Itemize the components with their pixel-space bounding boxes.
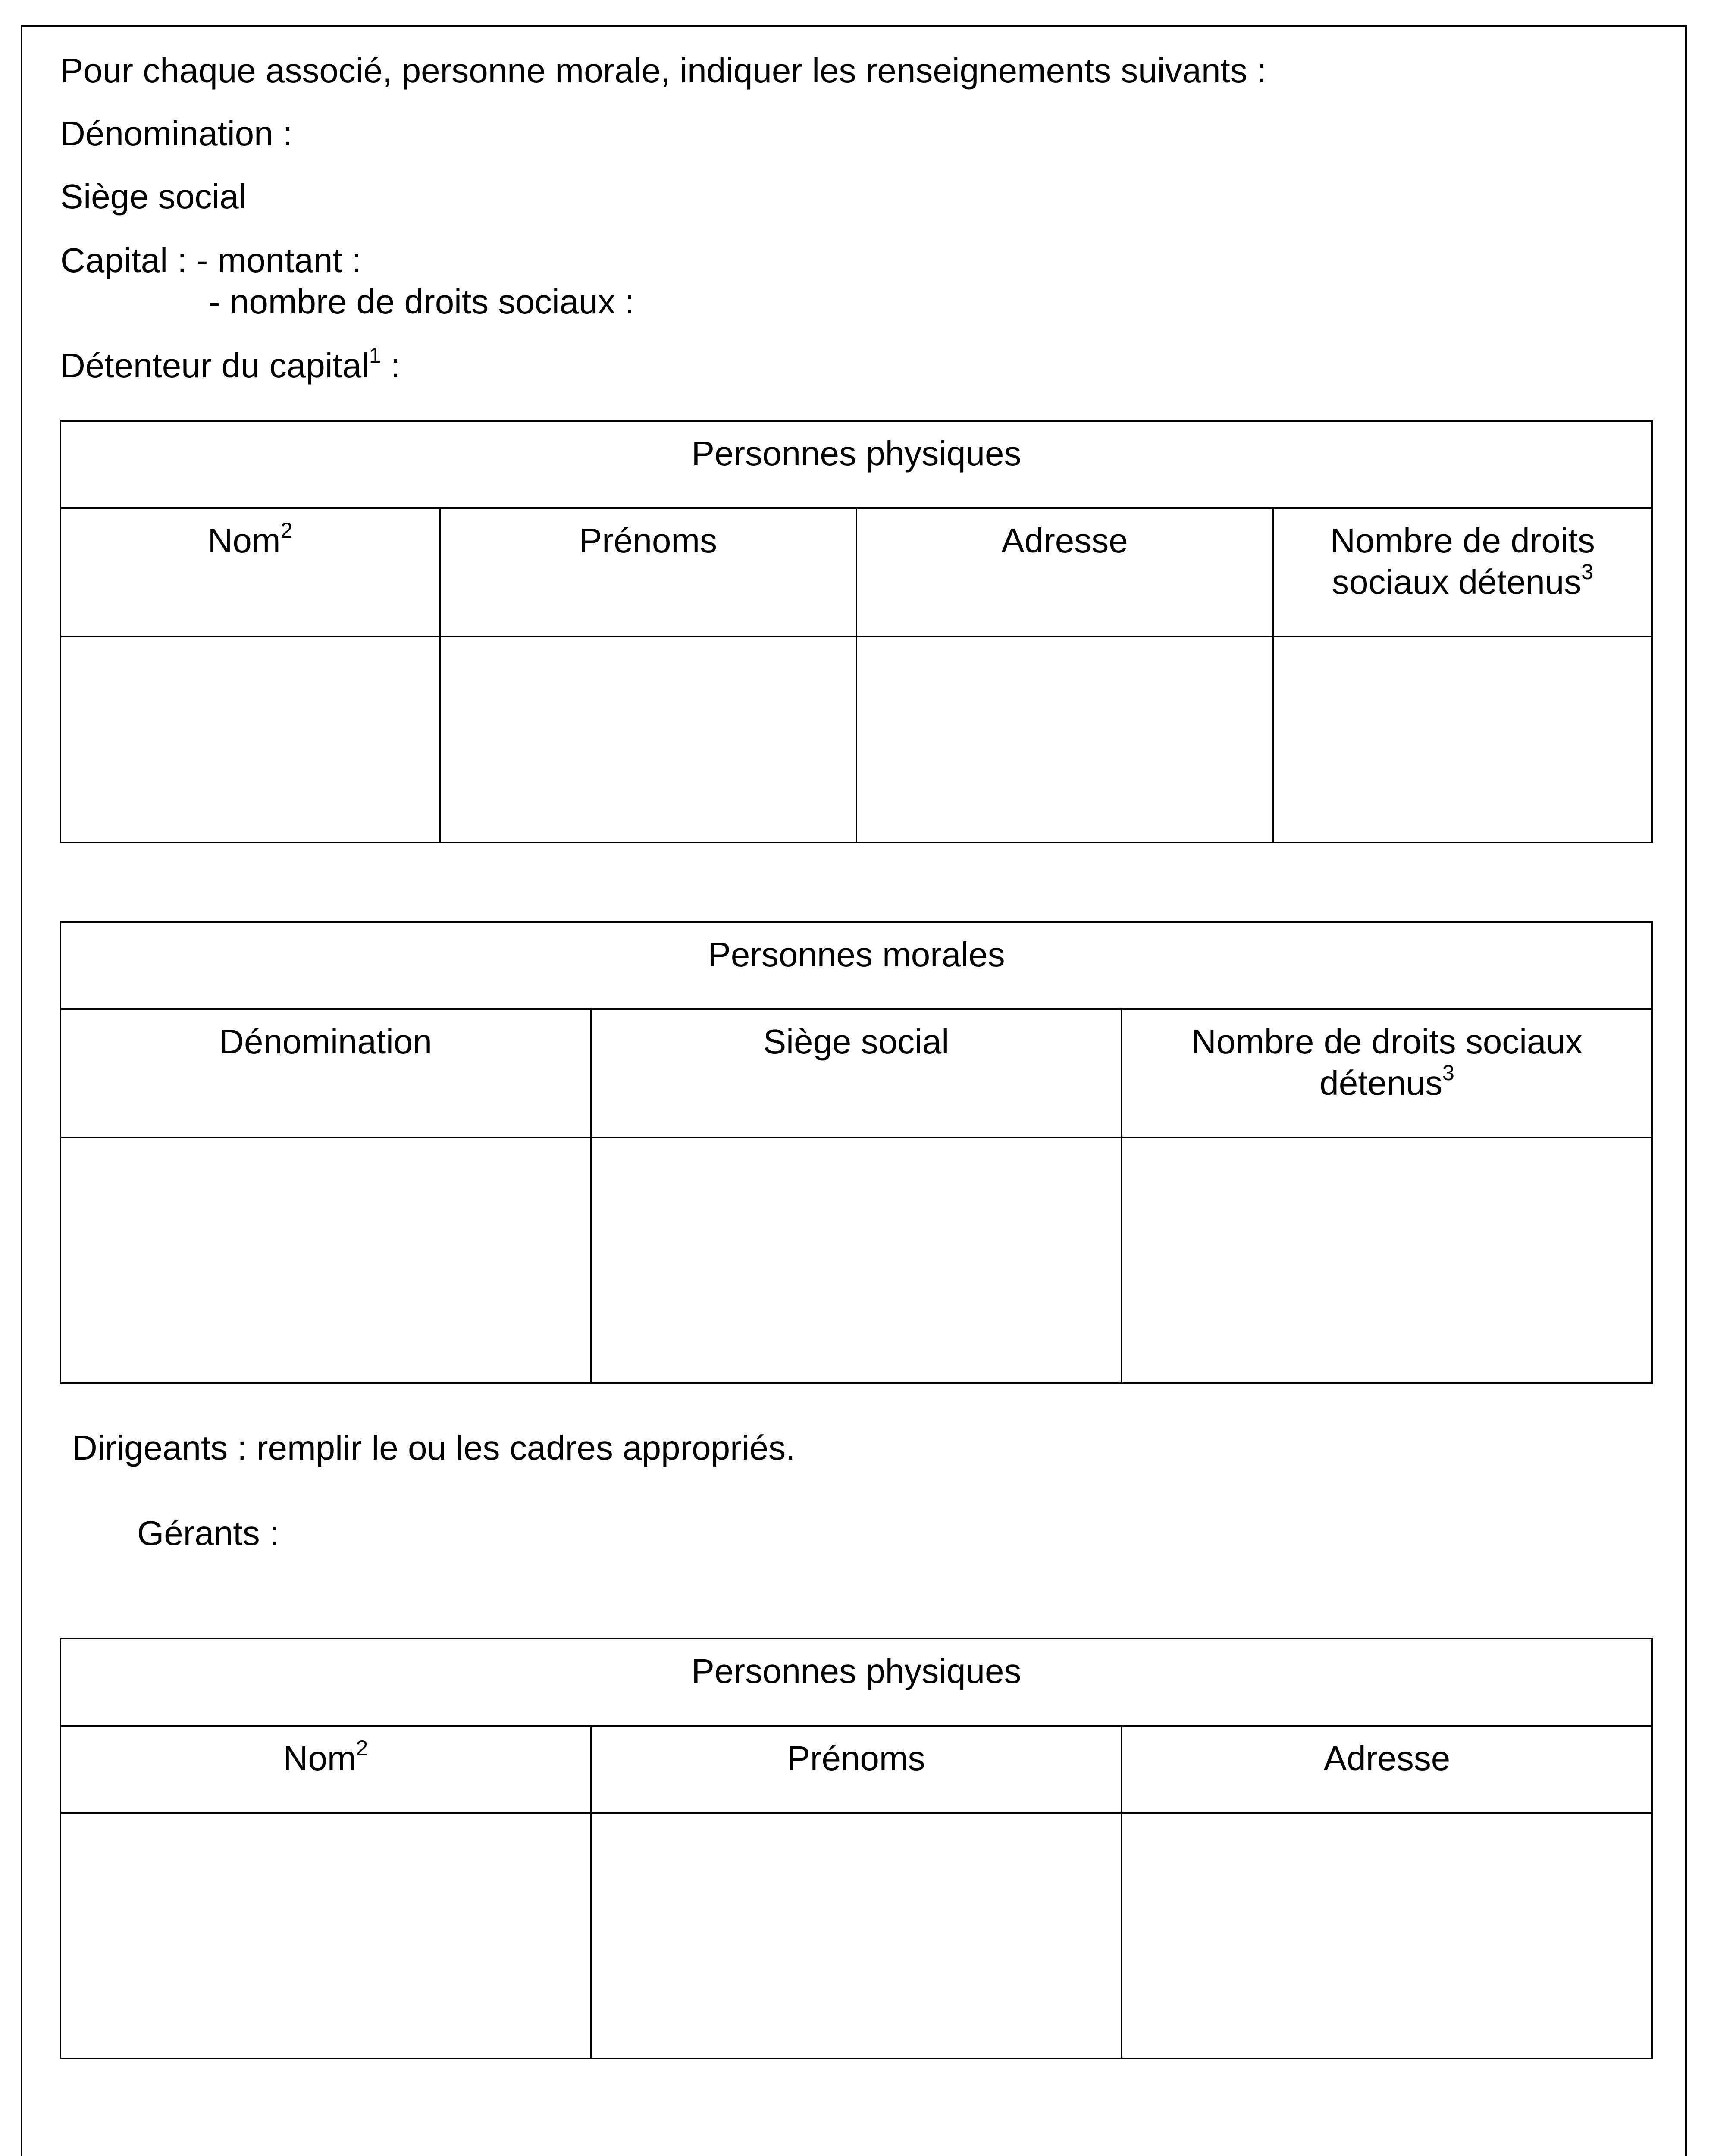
col-header-droits: Nombre de droits sociaux détenus$^3$ [1122, 1009, 1652, 1138]
col-header-nom: Nom$^2$ [60, 508, 440, 636]
table-detenteurs-morales [60, 921, 1653, 1384]
table-title: Personnes morales [60, 922, 1652, 1009]
siege-social-label: Siège social [60, 177, 247, 216]
col-header-droits: Nombre de droits sociaux détenus$^3$ [1273, 508, 1652, 636]
input-cell-denomination[interactable] [60, 1138, 591, 1383]
capital-montant-label: Capital : - montant : [60, 241, 362, 279]
table-detenteurs-physiques [60, 420, 1653, 843]
detenteur-suffix: : [381, 346, 401, 385]
col-header-nom: Nom$^2$ [60, 1726, 591, 1813]
input-cell-nom[interactable] [60, 636, 440, 843]
nombre-droits-label: - nombre de droits sociaux : [209, 282, 635, 321]
input-cell-droits[interactable] [1122, 1138, 1652, 1383]
input-cell-siege-social[interactable] [591, 1138, 1122, 1383]
col-header-siege-social: Siège social [591, 1009, 1122, 1138]
col-header-denomination: Dénomination [60, 1009, 591, 1138]
input-cell-nom[interactable] [60, 1813, 591, 2059]
input-cell-adresse[interactable] [856, 636, 1273, 843]
gerants-label: Gérants : [137, 1514, 279, 1552]
dirigeants-label: Dirigeants : remplir le ou les cadres appropriés. [72, 1429, 796, 1467]
col-header-adresse: Adresse [1122, 1726, 1652, 1813]
input-cell-adresse[interactable] [1122, 1813, 1652, 2059]
col-header-prenoms: Prénoms [591, 1726, 1122, 1813]
table-title: Personnes physiques [60, 1639, 1652, 1726]
col-header-prenoms: Prénoms [440, 508, 856, 636]
input-cell-prenoms[interactable] [440, 636, 856, 843]
intro-text: Pour chaque associé, personne morale, indiquer les renseignements suivants : [60, 51, 1267, 90]
detenteur-capital-label [60, 345, 400, 386]
detenteur-text: Détenteur du capital [60, 346, 370, 385]
denomination-label: Dénomination : [60, 114, 293, 153]
input-cell-prenoms[interactable] [591, 1813, 1122, 2059]
col-header-adresse: Adresse [856, 508, 1273, 636]
table-title: Personnes physiques [60, 421, 1652, 508]
table-gerants-physiques [60, 1638, 1653, 2059]
input-cell-droits[interactable] [1273, 636, 1652, 843]
footnote-ref-1: 1 [369, 343, 381, 368]
